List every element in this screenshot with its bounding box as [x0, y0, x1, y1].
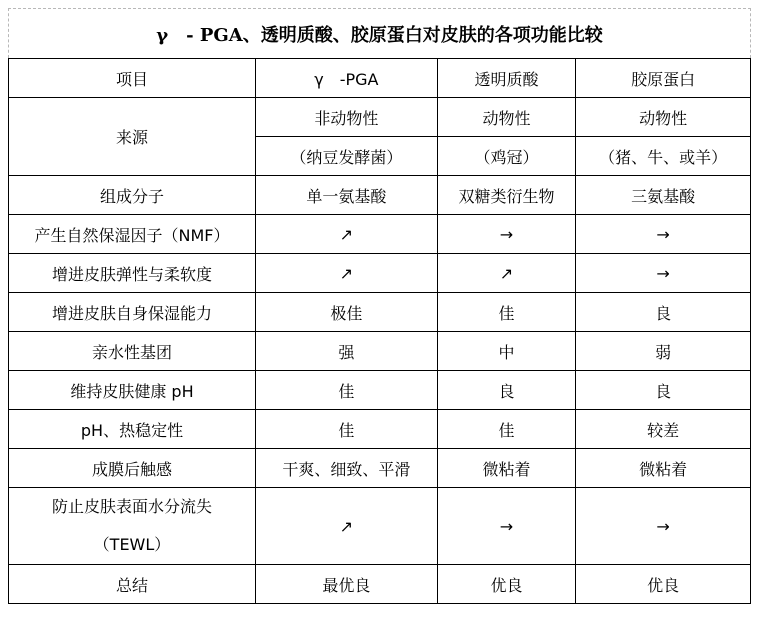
cell-ha: 微粘着 — [437, 449, 576, 488]
cell-ha: 双糖类衍生物 — [437, 176, 576, 215]
table-row — [9, 410, 751, 449]
up-right-arrow-icon: ↗ — [255, 488, 437, 565]
cell-ha: 佳 — [437, 410, 576, 449]
header-item: 项目 — [9, 59, 256, 98]
source-origin-ha: （鸡冠） — [437, 137, 576, 176]
source-type-collagen: 动物性 — [576, 98, 751, 137]
header-collagen: 胶原蛋白 — [576, 59, 751, 98]
table-row — [9, 371, 751, 410]
cell-collagen: 三氨基酸 — [576, 176, 751, 215]
row-label: 产生自然保湿因子（NMF） — [9, 215, 256, 254]
cell-pga: 强 — [255, 332, 437, 371]
cell-ha: 中 — [437, 332, 576, 371]
row-label-source: 来源 — [9, 98, 256, 176]
row-label: 组成分子 — [9, 176, 256, 215]
table-header-row — [9, 59, 751, 98]
header-hyaluronic-acid: 透明质酸 — [437, 59, 576, 98]
comparison-document — [8, 8, 751, 611]
right-arrow-icon: → — [437, 215, 576, 254]
table-row — [9, 254, 751, 293]
row-label-line: 防止皮肤表面水分流失 — [51, 497, 212, 516]
source-origin-pga: （纳豆发酵菌） — [255, 137, 437, 176]
up-right-arrow-icon: ↗ — [255, 215, 437, 254]
cell-pga: 佳 — [255, 410, 437, 449]
cell-collagen: 弱 — [576, 332, 751, 371]
table-row-tewl — [9, 488, 751, 565]
row-label: 维持皮肤健康 pH — [9, 371, 256, 410]
table-row — [9, 215, 751, 254]
table-row-source — [9, 98, 751, 137]
source-type-ha: 动物性 — [437, 98, 576, 137]
up-right-arrow-icon: ↗ — [437, 254, 576, 293]
row-label: pH、热稳定性 — [9, 410, 256, 449]
table-row — [9, 293, 751, 332]
source-origin-collagen: （猪、牛、或羊） — [576, 137, 751, 176]
comparison-table — [8, 58, 751, 604]
row-label: 增进皮肤自身保湿能力 — [9, 293, 256, 332]
table-row — [9, 332, 751, 371]
row-label: 增进皮肤弹性与柔软度 — [9, 254, 256, 293]
table-row — [9, 176, 751, 215]
header-pga: γ -PGA — [255, 59, 437, 98]
cell-collagen: 良 — [576, 371, 751, 410]
row-label-line: （TEWL） — [93, 535, 171, 554]
cell-pga: 干爽、细致、平滑 — [255, 449, 437, 488]
summary-collagen: 优良 — [576, 565, 751, 604]
right-arrow-icon: → — [576, 254, 751, 293]
up-right-arrow-icon: ↗ — [255, 254, 437, 293]
table-row-summary — [9, 565, 751, 604]
row-label-summary: 总结 — [9, 565, 256, 604]
page-title: γ - PGA、透明质酸、胶原蛋白对皮肤的各项功能比较 — [8, 8, 751, 58]
cell-pga: 佳 — [255, 371, 437, 410]
cell-collagen: 良 — [576, 293, 751, 332]
right-arrow-icon: → — [576, 215, 751, 254]
row-label-tewl — [9, 488, 256, 565]
cell-collagen: 较差 — [576, 410, 751, 449]
source-type-pga: 非动物性 — [255, 98, 437, 137]
right-arrow-icon: → — [437, 488, 576, 565]
cell-pga: 极佳 — [255, 293, 437, 332]
cell-pga: 单一氨基酸 — [255, 176, 437, 215]
right-arrow-icon: → — [576, 488, 751, 565]
row-label: 成膜后触感 — [9, 449, 256, 488]
cell-collagen: 微粘着 — [576, 449, 751, 488]
cell-ha: 良 — [437, 371, 576, 410]
summary-ha: 优良 — [437, 565, 576, 604]
row-label: 亲水性基团 — [9, 332, 256, 371]
cell-ha: 佳 — [437, 293, 576, 332]
table-row — [9, 449, 751, 488]
summary-pga: 最优良 — [255, 565, 437, 604]
